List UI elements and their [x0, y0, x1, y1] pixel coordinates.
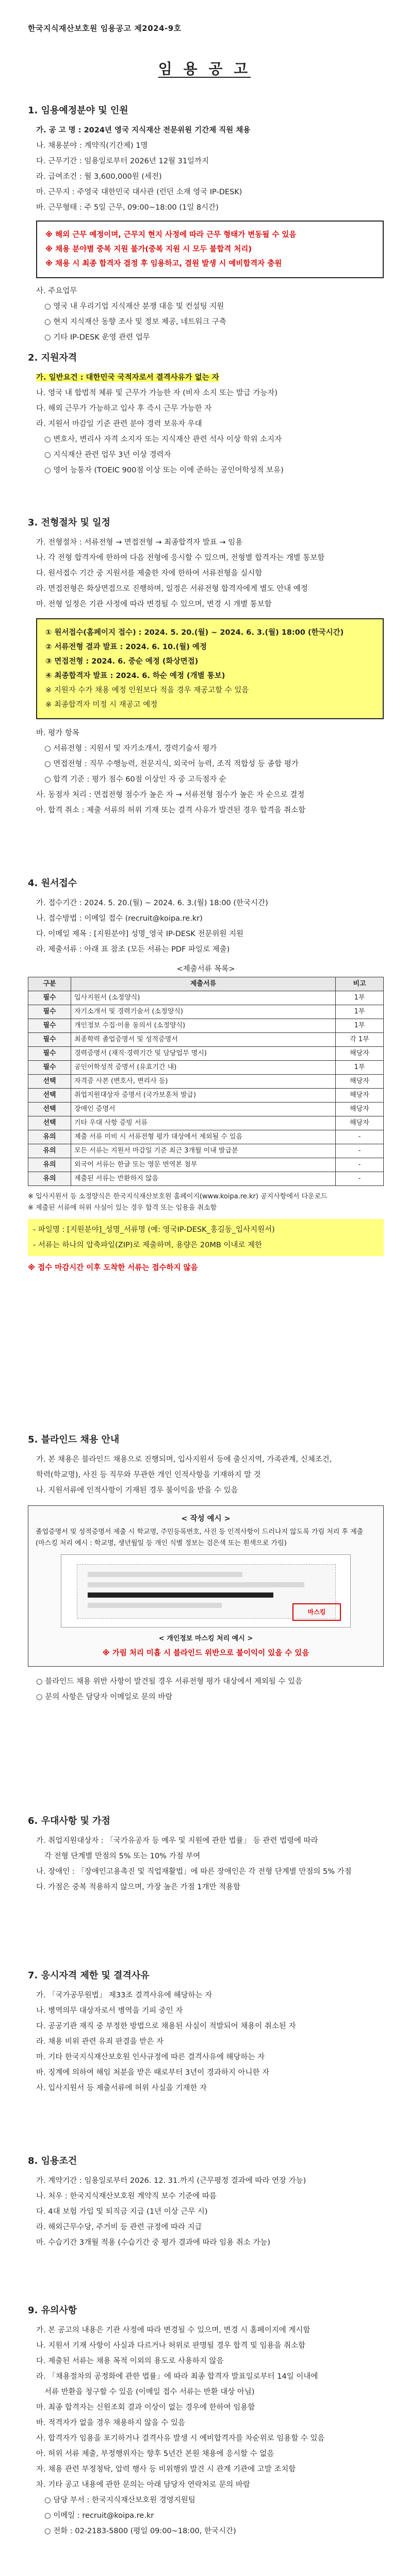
section-1-heading: 1. 임용예정분야 및 인원	[28, 105, 128, 116]
table-cell: 입사지원서 (소정양식)	[71, 991, 336, 1005]
table-header: 구분	[28, 977, 71, 991]
s4-line: 라. 제출서류 : 아래 표 참조 (모든 서류는 PDF 파일로 제출)	[36, 945, 230, 954]
s9-line: 나. 지원서 기재 사항이 사실과 다르거나 허위로 판명될 경우 합격 및 임용을 취소함	[36, 2342, 306, 2350]
sample-document-image	[61, 1554, 351, 1628]
table-cell: -	[336, 1130, 384, 1144]
s5-line: 나. 지원서류에 인적사항이 기재된 경우 불이익을 받을 수 있음	[36, 1486, 238, 1495]
table-cell: 필수	[28, 1019, 71, 1033]
s2-detail: ○ 영어 능통자 (TOEIC 900점 이상 또는 이에 준하는 공인어학성적 보유)	[44, 466, 284, 474]
s4-line: 가. 접수기간 : 2024. 5. 20.(월) ~ 2024. 6. 3.(월) 18:00 (한국시간)	[36, 899, 268, 907]
s6-line: 가. 취업지원대상자 : 「국가유공자 등 예우 및 지원에 관한 법률」 등 관련 법령에 따라	[36, 1837, 318, 1845]
table-cell: 1부	[336, 991, 384, 1005]
s1-notice-box	[36, 221, 384, 278]
s1-note: 사. 주요업무	[36, 287, 77, 295]
table-cell: 해당자	[336, 1075, 384, 1089]
table-cell: 선택	[28, 1116, 71, 1130]
table-cell: 해당자	[336, 1089, 384, 1103]
s9-line: 바. 적격자가 없을 경우 채용하지 않을 수 있음	[36, 2419, 185, 2427]
section-8	[28, 2154, 384, 2250]
s2-line: 라. 지원서 마감일 기준 관련 분야 경력 보유자 우대	[36, 420, 202, 428]
table-cell: 자격증 사본 (변호사, 변리사 등)	[71, 1075, 336, 1089]
s4-line: 나. 접수방법 : 이메일 접수 (recruit@koipa.re.kr)	[36, 914, 203, 923]
section-5	[28, 1432, 384, 1705]
s9-line: 사. 합격자가 임용을 포기하거나 결격사유 발생 시 예비합격자를 차순위로 임용할 수 있음	[36, 2434, 325, 2443]
s3-after: 바. 평가 항목	[36, 729, 79, 737]
s4-highlight-notes	[28, 1219, 384, 1256]
s3-box-line: ① 원서접수(홈페이지 접수) : 2024. 5. 20.(월) ~ 2024. 6. 3.(월) 18:00 (한국시간)	[45, 629, 344, 637]
section-9-heading: 9. 유의사항	[28, 2305, 77, 2316]
table-header: 제출서류	[71, 977, 336, 991]
table-cell: 공인어학성적 증명서 (유효기간 내)	[71, 1061, 336, 1075]
s7-line: 라. 채용 비위 관련 유죄 판결을 받은 자	[36, 2038, 163, 2046]
sample-caption: < 개인정보 마스킹 처리 예시 >	[158, 1635, 253, 1642]
s3-box-line: ② 서류전형 결과 발표 : 2024. 6. 10.(월) 예정	[45, 643, 207, 651]
section-6	[28, 1814, 384, 1895]
s2-detail: ○ 지식재산 관련 업무 3년 이상 경력자	[44, 451, 171, 459]
table-cell: 선택	[28, 1075, 71, 1089]
s1-box-line: ※ 해외 근무 예정이며, 근무지 현지 사정에 따라 근무 형태가 변동될 수 있음	[45, 231, 297, 239]
s3-after: ○ 면접전형 : 직무 수행능력, 전문지식, 외국어 능력, 조직 적합성 등 종합 평가	[44, 760, 299, 768]
masking-sample-panel	[28, 1505, 384, 1667]
s9-contact: ○ 전화 : 02-2183-5800 (평일 09:00~18:00, 한국시간)	[44, 2527, 236, 2535]
sample-note: ※ 가림 처리 미흡 시 블라인드 위반으로 불이익이 있을 수 있음	[102, 1649, 309, 1657]
s8-line: 다. 4대 보험 가입 및 퇴직금 지급 (1년 이상 근무 시)	[36, 2208, 208, 2216]
s3-after: 사. 동점자 처리 : 면접전형 점수가 높은 자 → 서류전형 점수가 높은 자 순으로 결정	[36, 791, 305, 799]
s4-red-note: ※ 접수 마감시간 이후 도착한 서류는 접수하지 않음	[28, 1264, 198, 1272]
table-cell: 각 1부	[336, 1033, 384, 1047]
s3-box-line: ※ 지원자 수가 채용 예정 인원보다 적을 경우 재공고할 수 있음	[45, 686, 249, 694]
s3-line: 라. 면접전형은 화상면접으로 진행하며, 일정은 서류전형 합격자에게 별도 안내 예정	[36, 585, 308, 593]
s4-hl-note: - 서류는 하나의 압축파일(ZIP)로 제출하며, 용량은 20MB 이내로 제한	[33, 1241, 263, 1249]
table-row	[28, 1130, 384, 1144]
table-cell: 기타 우대 사항 증빙 서류	[71, 1116, 336, 1130]
s1-line: 바. 근무형태 : 주 5일 근무, 09:00~18:00 (1일 8시간)	[36, 204, 219, 212]
section-8-heading: 8. 임용조건	[28, 2156, 77, 2166]
table-row	[28, 1075, 384, 1089]
s9-line: 아. 허위 서류 제출, 부정행위자는 향후 5년간 본원 채용에 응시할 수 없음	[36, 2450, 274, 2458]
table-row	[28, 1061, 384, 1075]
s9-line: 자. 채용 관련 부정청탁, 압력 행사 등 비위행위 발견 시 관계 기관에 고발 조치함	[36, 2465, 296, 2473]
masking-stamp: 마스킹	[292, 1603, 341, 1621]
table-cell: -	[336, 1158, 384, 1172]
section-7	[28, 1968, 384, 2096]
section-3	[28, 515, 384, 818]
table-row	[28, 991, 384, 1005]
table-row	[28, 1019, 384, 1033]
section-2	[28, 350, 384, 478]
s5-line: 학력(학교명), 사진 등 직무와 무관한 개인 인적사항을 기재하지 말 것	[36, 1471, 261, 1479]
s7-line: 사. 입사지원서 등 제출서류에 허위 사실을 기재한 자	[36, 2084, 207, 2092]
table-cell: 유의	[28, 1158, 71, 1172]
s2-line: 가. 일반요건 : 대한민국 국적자로서 결격사유가 없는 자	[36, 374, 219, 382]
s5-footnote: ○ 블라인드 채용 위반 사항이 발견될 경우 서류전형 평가 대상에서 제외될 수 있음	[36, 1677, 303, 1686]
s3-box-line: ③ 면접전형 : 2024. 6. 중순 예정 (화상면접)	[45, 657, 199, 666]
table-cell: 1부	[336, 1061, 384, 1075]
table-cell: 해당자	[336, 1103, 384, 1116]
section-9	[28, 2303, 384, 2539]
s3-box-line: ④ 최종합격자 발표 : 2024. 6. 하순 예정 (개별 통보)	[45, 672, 225, 680]
s6-line: 다. 가점은 중복 적용하지 않으며, 가장 높은 가점 1개만 적용함	[36, 1883, 241, 1891]
s3-after: ○ 서류전형 : 지원서 및 자기소개서, 경력기술서 평가	[44, 744, 217, 753]
s1-box-line: ※ 채용 분야별 중복 지원 불가(중복 지원 시 모두 불합격 처리)	[45, 245, 252, 253]
s3-line: 마. 전형 일정은 기관 사정에 따라 변경될 수 있으며, 변경 시 개별 통보함	[36, 600, 272, 608]
s8-line: 라. 해외근무수당, 주거비 등 관련 규정에 따라 지급	[36, 2223, 202, 2231]
table-cell: -	[336, 1172, 384, 1186]
s1-line: 다. 근무기간 : 임용일로부터 2026년 12월 31일까지	[36, 157, 209, 165]
s9-line: 마. 최종 합격자는 신원조회 결과 이상이 없는 경우에 한하여 임용함	[36, 2403, 255, 2412]
s1-line: 마. 근무지 : 주영국 대한민국 대사관 (런던 소재 영국 IP-DESK)	[36, 188, 242, 196]
s9-line: 차. 기타 공고 내용에 관한 문의는 아래 담당자 연락처로 문의 바람	[36, 2481, 250, 2489]
s5-footnote: ○ 문의 사항은 담당자 이메일로 문의 바람	[36, 1693, 173, 1701]
table-cell: 경력증명서 (재직·경력기간 및 담당업무 명시)	[71, 1047, 336, 1061]
section-3-heading: 3. 전형절차 및 일정	[28, 517, 110, 528]
table-row	[28, 1005, 384, 1019]
s3-box-line: ※ 최종합격자 미정 시 재공고 예정	[45, 701, 158, 709]
table-cell: 취업지원대상자 증명서 (국가보훈처 발급)	[71, 1089, 336, 1103]
table-cell: 선택	[28, 1103, 71, 1116]
section-7-heading: 7. 응시자격 제한 및 결격사유	[28, 1970, 150, 1981]
s8-line: 마. 수습기간 3개월 적용 (수습기간 중 평가 결과에 따라 임용 취소 가능)	[36, 2239, 271, 2247]
table-cell: 최종학력 졸업증명서 및 성적증명서	[71, 1033, 336, 1047]
s7-line: 가. 「국가공무원법」 제33조 결격사유에 해당하는 자	[36, 1991, 212, 1999]
s8-line: 가. 계약기간 : 임용일로부터 2026. 12. 31.까지 (근무평정 결과에 따라 연장 가능)	[36, 2177, 306, 2185]
s2-detail: ○ 변호사, 변리사 자격 소지자 또는 지식재산 관련 석사 이상 학위 소지자	[44, 435, 282, 444]
table-cell: 제출 서류 미비 시 서류전형 평가 대상에서 제외될 수 있음	[71, 1130, 336, 1144]
table-cell: 필수	[28, 1047, 71, 1061]
s3-line: 다. 원서접수 기간 중 지원서를 제출한 자에 한하여 서류전형을 실시함	[36, 569, 263, 578]
table-row	[28, 1033, 384, 1047]
sample-line: 졸업증명서 및 성적증명서 제출 시 학교명, 주민등록번호, 사진 등 인적사항이 드러나지 않도록 가림 처리 후 제출	[36, 1528, 364, 1536]
s9-line: 서류 반환을 청구할 수 있음 (이메일 접수 서류는 반환 대상 아님)	[44, 2388, 255, 2396]
section-4	[28, 876, 384, 1276]
s3-schedule-box	[36, 618, 384, 719]
s3-after: ○ 합격 기준 : 평가 점수 60점 이상인 자 중 고득점자 순	[44, 775, 226, 784]
submission-documents-table	[28, 977, 384, 1186]
table-row	[28, 1144, 384, 1158]
table-cell: 해당자	[336, 1116, 384, 1130]
s1-box-line: ※ 채용 시 최종 합격자 결정 후 임용하고, 결원 발생 시 예비합격자 충원	[45, 260, 282, 268]
section-2-heading: 2. 지원자격	[28, 352, 77, 363]
table-cell: 외국어 서류는 한글 또는 영문 번역본 첨부	[71, 1158, 336, 1172]
s9-line: 라. 「채용절차의 공정화에 관한 법률」에 따라 최종 합격자 발표일로부터 14일 이내에	[36, 2372, 318, 2381]
sample-title: < 작성 예시 >	[181, 1515, 231, 1523]
document-title: 임 용 공 고	[158, 60, 251, 77]
section-4-heading: 4. 원서접수	[28, 878, 77, 889]
table-cell: 유의	[28, 1172, 71, 1186]
s7-line: 다. 공공기관 재직 중 부정한 방법으로 채용된 사실이 적발되어 채용이 취소된 자	[36, 2022, 296, 2030]
table-cell: 유의	[28, 1144, 71, 1158]
table-cell: 개인정보 수집·이용 동의서 (소정양식)	[71, 1019, 336, 1033]
s4-hl-note: - 파일명 : [지원분야]_성명_서류명 (예: 영국IP-DESK_홍길동_입사지원서)	[33, 1226, 275, 1234]
table-row	[28, 1103, 384, 1116]
table-row	[28, 1158, 384, 1172]
table-header: 비고	[336, 977, 384, 991]
table-cell: 해당자	[336, 1047, 384, 1061]
table-cell: 필수	[28, 991, 71, 1005]
s9-line: 가. 본 공고의 내용은 기관 사정에 따라 변경될 수 있으며, 변경 시 홈페이지에 게시함	[36, 2326, 310, 2334]
table-cell: 1부	[336, 1005, 384, 1019]
s2-line: 다. 해외 근무가 가능하고 입사 후 즉시 근무 가능한 자	[36, 404, 212, 413]
s9-line: 다. 제출된 서류는 채용 목적 이외의 용도로 사용하지 않음	[36, 2357, 224, 2365]
table-cell: 유의	[28, 1130, 71, 1144]
s4-after-table: ※ 제출된 서류에 허위 사실이 있는 경우 합격 또는 임용을 취소함	[28, 1204, 217, 1212]
table-cell: 필수	[28, 1061, 71, 1075]
table-row	[28, 1089, 384, 1103]
s9-contact: ○ 담당 부서 : 한국지식재산보호원 경영지원팀	[44, 2496, 195, 2504]
s1-note: ○ 기타 IP-DESK 운영 관련 업무	[44, 333, 150, 342]
s1-line: 나. 채용분야 : 계약직(기간제) 1명	[36, 142, 148, 150]
s5-line: 가. 본 채용은 블라인드 채용으로 진행되며, 입사지원서 등에 출신지역, 가족관계, 신체조건,	[36, 1455, 332, 1464]
s7-line: 마. 기타 한국지식재산보호원 인사규정에 따른 결격사유에 해당하는 자	[36, 2053, 265, 2061]
s6-line: 각 전형 단계별 만점의 5% 또는 10% 가점 부여	[44, 1852, 201, 1860]
table-cell: 장애인 증명서	[71, 1103, 336, 1116]
table-row	[28, 1172, 384, 1186]
s4-line: 다. 이메일 제목 : [지원분야] 성명_영국 IP-DESK 전문위원 지원	[36, 930, 244, 938]
s1-line: 가. 공 고 명 : 2024년 영국 지식재산 전문위원 기간제 직원 채용	[36, 126, 251, 134]
s6-line: 나. 장애인 : 「장애인고용촉진 및 직업재활법」에 따른 장애인은 각 전형 단계별 만점의 5% 가점	[36, 1868, 352, 1876]
s9-contact: ○ 이메일 : recruit@koipa.re.kr	[44, 2512, 154, 2520]
s4-table-caption: <제출서류 목록>	[176, 965, 235, 973]
section-5-heading: 5. 블라인드 채용 안내	[28, 1434, 120, 1445]
table-cell: 1부	[336, 1019, 384, 1033]
s2-line: 나. 영국 내 합법적 체류 및 근무가 가능한 자 (비자 소지 또는 발급 가능자)	[36, 389, 278, 397]
table-cell: 제출된 서류는 반환하지 않음	[71, 1172, 336, 1186]
table-cell: 필수	[28, 1033, 71, 1047]
s3-line: 나. 각 전형 합격자에 한하여 다음 전형에 응시할 수 있으며, 전형별 합격자는 개별 통보함	[36, 554, 325, 562]
document-number: 한국지식재산보호원 임용공고 제2024-9호	[28, 24, 182, 33]
table-cell: 자기소개서 및 경력기술서 (소정양식)	[71, 1005, 336, 1019]
table-row	[28, 1047, 384, 1061]
s1-note: ○ 현지 지식재산 동향 조사 및 정보 제공, 네트워크 구축	[44, 318, 226, 326]
table-body	[28, 991, 384, 1186]
s3-after: 아. 합격 취소 : 제출 서류의 허위 기재 또는 결격 사유가 발견된 경우 합격을 취소함	[36, 806, 306, 815]
section-1	[28, 103, 384, 345]
section-6-heading: 6. 우대사항 및 가점	[28, 1816, 110, 1826]
table-cell: 선택	[28, 1089, 71, 1103]
table-cell: 필수	[28, 1005, 71, 1019]
s1-note: ○ 영국 내 우리기업 지식재산 분쟁 대응 및 컨설팅 지원	[44, 302, 224, 311]
s1-line: 라. 급여조건 : 월 3,600,000원 (세전)	[36, 173, 162, 181]
s7-line: 나. 병역의무 대상자로서 병역을 기피 중인 자	[36, 2007, 183, 2015]
s3-line: 가. 전형절차 : 서류전형 → 면접전형 → 최종합격자 발표 → 임용	[36, 538, 243, 547]
s4-after-table: ※ 입사지원서 등 소정양식은 한국지식재산보호원 홈페이지(www.koipa.re.kr) 공지사항에서 다운로드	[28, 1193, 328, 1200]
table-cell: 모든 서류는 지원서 마감일 기준 최근 3개월 이내 발급분	[71, 1144, 336, 1158]
table-row	[28, 1116, 384, 1130]
table-cell: -	[336, 1144, 384, 1158]
sample-line: (마스킹 처리 예시 : 학교명, 생년월일 등 개인 식별 정보는 검은색 또는 흰색으로 가림)	[36, 1539, 287, 1547]
s8-line: 나. 처우 : 한국지식재산보호원 계약직 보수 기준에 따름	[36, 2192, 217, 2200]
s7-line: 바. 징계에 의하여 해임 처분을 받은 때로부터 3년이 경과하지 아니한 자	[36, 2069, 270, 2077]
